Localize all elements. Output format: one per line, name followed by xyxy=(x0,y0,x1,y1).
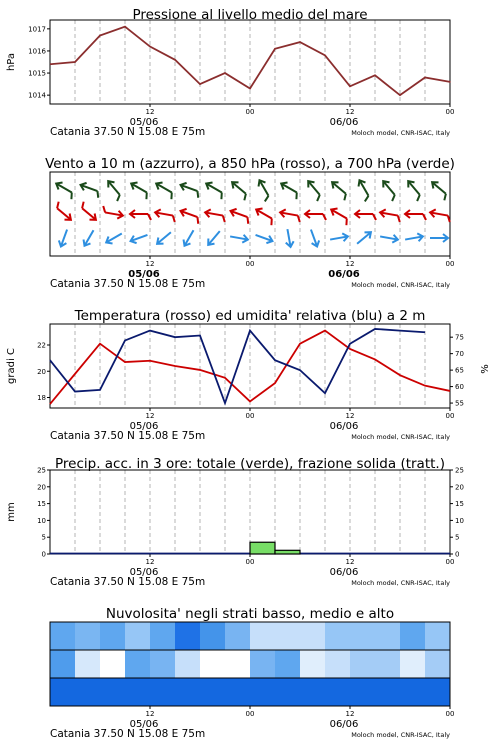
wind-feather xyxy=(269,219,275,226)
cloud-cell-medio xyxy=(50,650,75,678)
cloud-cell-alto xyxy=(225,622,250,650)
chart-title: Pressione al livello medio del mare xyxy=(132,7,368,23)
wind-barb-850-hPa xyxy=(379,208,401,221)
x-tick-label-date: 05/06 xyxy=(129,719,159,730)
cloud-cell-medio xyxy=(225,650,250,678)
y2-tick-label: 55 xyxy=(455,399,464,408)
pressure-point xyxy=(199,83,201,85)
pressure-point xyxy=(124,26,126,28)
wind-feather xyxy=(219,193,225,200)
wind-feather xyxy=(442,194,448,201)
cloud-cell-basso xyxy=(175,678,200,706)
wind-barb-700-hPa xyxy=(53,180,76,199)
y2-tick-label: 25 xyxy=(455,466,464,475)
y2-tick-label: 75 xyxy=(455,333,464,342)
cloud-cell-medio xyxy=(375,650,400,678)
wind-feather xyxy=(390,195,397,201)
x-tick-label-date: 05/06 xyxy=(128,269,160,280)
cloud-cell-alto xyxy=(425,622,450,650)
x-tick-label-hour: 12 xyxy=(345,710,355,718)
wind-barb-10-m xyxy=(307,228,321,248)
wind-feather xyxy=(148,214,151,220)
y-tick-label: 1015 xyxy=(28,69,46,78)
y2-tick-label: 70 xyxy=(455,350,464,359)
wind-feather xyxy=(423,214,426,220)
wind-feather xyxy=(363,196,370,202)
wind-barb-700-hPa xyxy=(428,179,451,200)
wind-feather xyxy=(69,193,75,200)
cloud-cell-medio xyxy=(75,650,100,678)
wind-barb-700-hPa xyxy=(379,179,400,202)
pressure-point xyxy=(324,55,326,57)
location-label: Catania 37.50 N 15.08 E 75m xyxy=(50,728,206,740)
wind-barb-700-hPa xyxy=(354,178,373,201)
cloud-cell-basso xyxy=(400,678,425,706)
wind-feather xyxy=(342,194,348,201)
cloud-cell-alto xyxy=(375,622,400,650)
wind-barb-850-hPa xyxy=(305,210,326,220)
wind-feather xyxy=(294,193,300,200)
x-tick-label-hour: 12 xyxy=(145,108,155,116)
cloud-cell-basso xyxy=(225,678,250,706)
wind-barb-10-m xyxy=(81,228,97,248)
cloud-cell-medio xyxy=(300,650,325,678)
wind-barb-10-m xyxy=(283,228,294,247)
y-tick-label: 22 xyxy=(37,341,46,350)
x-tick-label-hour: 12 xyxy=(345,558,355,566)
humidity-line xyxy=(50,329,425,403)
cloud-cell-alto xyxy=(75,622,100,650)
wind-barb-10-m xyxy=(254,231,274,245)
y-axis-label: gradi C xyxy=(6,348,17,384)
wind-feather xyxy=(115,195,122,201)
pressure-point xyxy=(349,86,351,88)
cloud-cell-alto xyxy=(350,622,375,650)
y-tick-label: 25 xyxy=(37,466,46,475)
cloud-cell-basso xyxy=(75,678,100,706)
wind-barb-850-hPa xyxy=(328,206,351,225)
wind-feather xyxy=(373,214,376,220)
chart-title: Vento a 10 m (azzurro), a 850 hPa (rosso), a 700 hPa (verde) xyxy=(45,156,455,172)
pressure-point xyxy=(149,46,151,48)
y-tick-label: 5 xyxy=(41,533,46,542)
wind-barb-850-hPa xyxy=(429,208,451,221)
wind-barb-700-hPa xyxy=(203,180,226,199)
wind-barb-700-hPa xyxy=(104,179,125,202)
chart-title: Temperatura (rosso) ed umidita' relativa (blu) a 2 m xyxy=(74,308,426,324)
cloud-cell-medio xyxy=(425,650,450,678)
x-tick-label-hour: 00 xyxy=(245,710,255,718)
x-tick-label-hour: 12 xyxy=(145,260,155,268)
wind-feather xyxy=(102,206,106,212)
location-label: Catania 37.50 N 15.08 E 75m xyxy=(50,278,206,290)
x-tick-label-hour: 12 xyxy=(345,260,355,268)
cloud-cell-basso xyxy=(325,678,350,706)
wind-barb-10-m xyxy=(104,230,124,246)
wind-feather xyxy=(344,219,350,226)
model-credit: Moloch model, CNR-ISAC, Italy xyxy=(351,433,450,441)
x-tick-label-date: 06/06 xyxy=(329,567,359,578)
pressure-point xyxy=(274,48,276,50)
pressure-point xyxy=(399,94,401,96)
cloud-cell-basso xyxy=(425,678,450,706)
pressure-point xyxy=(99,35,101,37)
y-tick-label: 18 xyxy=(37,394,46,402)
model-credit: Moloch model, CNR-ISAC, Italy xyxy=(351,731,450,739)
y2-tick-label: 10 xyxy=(455,516,464,525)
x-tick-label-hour: 12 xyxy=(345,412,355,420)
cloud-cell-basso xyxy=(375,678,400,706)
wind-feather xyxy=(263,196,270,202)
x-tick-label-date: 05/06 xyxy=(129,567,159,578)
wind-barb-10-m xyxy=(57,228,71,248)
wind-feather xyxy=(323,214,326,220)
y-tick-label: 20 xyxy=(37,483,46,492)
wind-barb-10-m xyxy=(205,229,223,248)
wind-barb-850-hPa xyxy=(204,208,226,221)
cloud-cell-medio xyxy=(275,650,300,678)
cloud-cell-basso xyxy=(125,678,150,706)
wind-barb-10-m xyxy=(379,232,398,243)
wind-barb-850-hPa xyxy=(52,202,75,223)
cloud-cell-alto xyxy=(125,622,150,650)
x-tick-label-hour: 00 xyxy=(245,108,255,116)
pressure-point xyxy=(424,77,426,79)
cloud-cell-medio xyxy=(150,650,175,678)
cloud-cell-alto xyxy=(250,622,275,650)
wind-barb-10-m xyxy=(329,232,348,243)
wind-feather xyxy=(55,202,61,209)
precip-bar xyxy=(275,550,300,554)
x-tick-label-hour: 00 xyxy=(445,260,455,268)
x-tick-label-hour: 12 xyxy=(145,558,155,566)
cloud-cell-alto xyxy=(400,622,425,650)
x-tick-label-hour: 00 xyxy=(245,558,255,566)
y2-tick-label: 0 xyxy=(455,550,460,559)
y-axis-label: mm xyxy=(6,502,17,522)
cloud-cell-medio xyxy=(125,650,150,678)
location-label: Catania 37.50 N 15.08 E 75m xyxy=(50,126,206,138)
y-tick-label: 0 xyxy=(41,550,46,559)
wind-feather xyxy=(415,195,422,201)
wind-barb-10-m xyxy=(181,228,197,248)
x-tick-label-hour: 12 xyxy=(345,108,355,116)
x-tick-label-date: 06/06 xyxy=(329,719,359,730)
wind-barb-10-m xyxy=(229,232,248,243)
cloud-cell-basso xyxy=(350,678,375,706)
pressure-point xyxy=(374,74,376,76)
y-tick-label: 15 xyxy=(37,500,46,509)
cloud-cell-medio xyxy=(250,650,275,678)
wind-barb-850-hPa xyxy=(405,210,426,220)
cloud-cell-basso xyxy=(100,678,125,706)
y2-tick-label: 65 xyxy=(455,366,464,375)
cloud-cell-basso xyxy=(275,678,300,706)
x-tick-label-date: 06/06 xyxy=(329,117,359,128)
cloud-cell-basso xyxy=(200,678,225,706)
wind-barb-10-m xyxy=(430,234,448,242)
wind-barb-700-hPa xyxy=(404,179,425,202)
x-tick-label-hour: 00 xyxy=(445,558,455,566)
cloud-cell-basso xyxy=(150,678,175,706)
cloud-cell-basso xyxy=(300,678,325,706)
y2-axis-label: % xyxy=(480,364,491,374)
wind-barb-700-hPa xyxy=(78,181,101,198)
cloud-cell-alto xyxy=(100,622,125,650)
cloud-cell-medio xyxy=(200,650,225,678)
x-tick-label-hour: 00 xyxy=(445,412,455,420)
wind-feather xyxy=(169,193,175,200)
model-credit: Moloch model, CNR-ISAC, Italy xyxy=(351,281,450,289)
model-credit: Moloch model, CNR-ISAC, Italy xyxy=(351,579,450,587)
wind-barb-700-hPa xyxy=(328,179,351,200)
wind-barb-700-hPa xyxy=(228,179,251,200)
cloud-cell-basso xyxy=(50,678,75,706)
model-credit: Moloch model, CNR-ISAC, Italy xyxy=(351,129,450,137)
x-tick-label-date: 06/06 xyxy=(329,421,359,432)
cloud-cell-medio xyxy=(175,650,200,678)
location-label: Catania 37.50 N 15.08 E 75m xyxy=(50,430,206,442)
pressure-point xyxy=(224,72,226,74)
wind-barb-850-hPa xyxy=(279,208,301,221)
x-tick-label-hour: 12 xyxy=(145,412,155,420)
wind-barb-700-hPa xyxy=(178,181,201,198)
y-tick-label: 1016 xyxy=(28,47,46,56)
wind-barb-850-hPa xyxy=(253,206,276,225)
wind-barb-700-hPa xyxy=(153,180,176,199)
wind-barb-850-hPa xyxy=(228,207,251,224)
wind-barb-850-hPa xyxy=(154,208,176,221)
wind-feather xyxy=(242,194,248,201)
y2-tick-label: 5 xyxy=(455,533,460,542)
y2-tick-label: 60 xyxy=(455,383,464,392)
pressure-point xyxy=(174,59,176,61)
cloud-cell-medio xyxy=(325,650,350,678)
pressure-point xyxy=(74,61,76,63)
wind-barb-850-hPa xyxy=(101,206,123,219)
y-tick-label: 10 xyxy=(37,516,46,525)
wind-barb-10-m xyxy=(404,232,423,243)
wind-barb-700-hPa xyxy=(128,180,151,199)
x-tick-label-hour: 12 xyxy=(145,710,155,718)
wind-barb-850-hPa xyxy=(77,202,100,223)
y2-tick-label: 20 xyxy=(455,483,464,492)
wind-feather xyxy=(80,202,86,209)
y-tick-label: 20 xyxy=(37,367,46,376)
x-tick-label-date: 05/06 xyxy=(129,421,159,432)
wind-barb-850-hPa xyxy=(130,210,151,220)
cloud-cell-alto xyxy=(325,622,350,650)
cloud-cell-alto xyxy=(200,622,225,650)
wind-barb-10-m xyxy=(155,229,174,247)
chart-title: Precip. acc. in 3 ore: totale (verde), frazione solida (tratt.) xyxy=(55,456,445,472)
wind-barb-850-hPa xyxy=(355,210,376,220)
cloud-cell-medio xyxy=(350,650,375,678)
pressure-point xyxy=(449,81,451,83)
chart-title: Nuvolosita' negli strati basso, medio e alto xyxy=(105,606,395,622)
y2-tick-label: 15 xyxy=(455,500,464,509)
wind-barb-700-hPa xyxy=(278,180,301,199)
y-tick-label: 1014 xyxy=(28,91,46,100)
cloud-cell-medio xyxy=(100,650,125,678)
wind-feather xyxy=(144,193,150,200)
x-tick-label-hour: 00 xyxy=(245,260,255,268)
wind-barb-700-hPa xyxy=(304,179,325,202)
precip-bar xyxy=(250,542,275,554)
cloud-cell-basso xyxy=(250,678,275,706)
cloud-cell-alto xyxy=(50,622,75,650)
pressure-point xyxy=(299,41,301,43)
cloud-cell-alto xyxy=(300,622,325,650)
location-label: Catania 37.50 N 15.08 E 75m xyxy=(50,576,206,588)
x-tick-label-date: 05/06 xyxy=(129,117,159,128)
y-tick-label: 1017 xyxy=(28,25,46,34)
x-tick-label-hour: 00 xyxy=(445,108,455,116)
pressure-point xyxy=(249,88,251,90)
x-tick-label-hour: 00 xyxy=(445,710,455,718)
cloud-cell-alto xyxy=(150,622,175,650)
y-axis-label: hPa xyxy=(6,52,17,72)
wind-barb-700-hPa xyxy=(254,178,273,201)
wind-barb-850-hPa xyxy=(178,207,201,224)
x-tick-label-hour: 00 xyxy=(245,412,255,420)
wind-barb-10-m xyxy=(355,229,374,247)
x-tick-label-date: 06/06 xyxy=(328,269,360,280)
cloud-cell-alto xyxy=(275,622,300,650)
cloud-cell-medio xyxy=(400,650,425,678)
wind-feather xyxy=(315,195,322,201)
wind-barb-10-m xyxy=(129,231,149,245)
cloud-cell-alto xyxy=(175,622,200,650)
